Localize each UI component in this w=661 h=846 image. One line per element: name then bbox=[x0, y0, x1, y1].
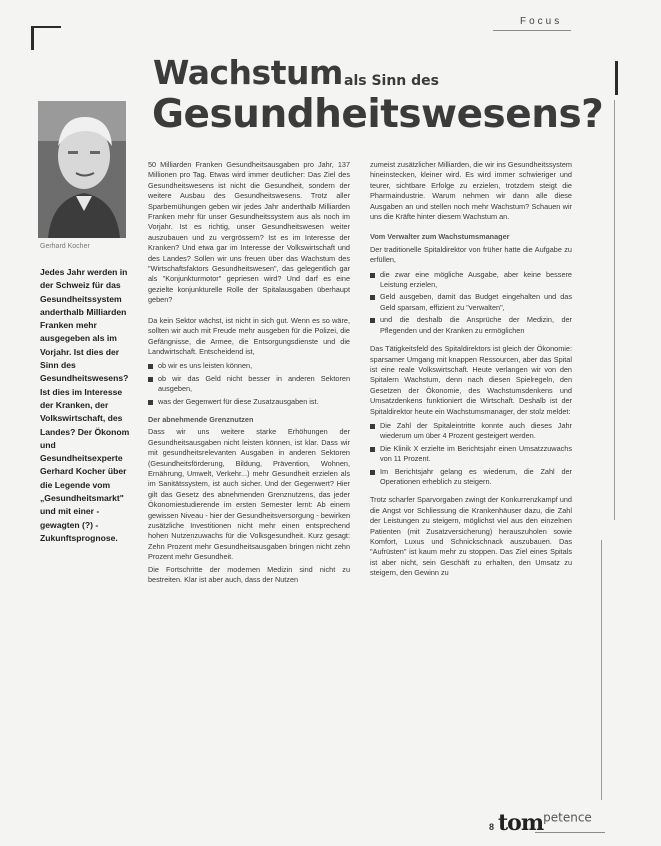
title-wachstum: Wachstum bbox=[153, 53, 343, 92]
author-photo bbox=[38, 101, 126, 238]
logo-main: tom bbox=[498, 810, 544, 836]
header-rule bbox=[493, 30, 571, 31]
col2-paragraph-2: Der traditionelle Spitaldirektor von früher hatte die Aufgabe zu erfüllen, bbox=[370, 244, 572, 265]
list-item: die zwar eine mögliche Ausgabe, aber keine bessere Leistung erzielen, bbox=[370, 270, 572, 291]
portrait-image bbox=[38, 101, 126, 238]
col1-bullet-list bbox=[148, 361, 350, 407]
list-item: ob wir das Geld nicht besser in anderen Sektoren ausgeben, bbox=[148, 374, 350, 395]
competence-logo bbox=[498, 810, 592, 836]
article-column-2 bbox=[370, 160, 572, 589]
corner-rule-top-left bbox=[31, 26, 61, 28]
list-item: Geld ausgeben, damit das Budget eingehalten und das Geld sparsam, effizient zu "verwalten", bbox=[370, 292, 572, 313]
page-number: 8 bbox=[489, 822, 495, 832]
col2-paragraph-3: Das Tätigkeitsfeld des Spitaldirektors ist gleich der Ökonomie: sparsamer Umgang mit knappen Ressourcen, aber das Spital ist eine reale Volkswirtschaft. Heute verlangen wir von den Spitalern Wachstum, denn nach diesen Spielregeln, den Gesetzen der Ökonomie, des Wachstumsdenkens und Umsatzdenkens funktioniert die Wirtschaft. Deshalb ist der Spitaldirektor heute ein Wachstumsmanager, der stolz meldet: bbox=[370, 344, 572, 416]
col2-bullet-list bbox=[370, 270, 572, 336]
list-item: Die Klinik X erzielte im Berichtsjahr einen Umsatzzuwachs von 11 Prozent. bbox=[370, 444, 572, 465]
list-item: und die deshalb die Ansprüche der Medizin, der Pflegenden und der Kranken zu ermöglichen bbox=[370, 315, 572, 336]
logo-rest: petence bbox=[543, 810, 592, 825]
section-label: Focus bbox=[520, 16, 563, 27]
col2-paragraph-1: zumeist zusätzlicher Milliarden, die wir ins Gesundheitssystem hineinstecken, kleiner wird. Es wird immer schwieriger und teurer, sichtbare Erfolge zu erzielen, trotzdem steigt die Pharmaindustrie. Warum nehmen wir dann alle diese Ausgaben an und stellen noch mehr Wachstum? Schauen wir uns die Kräfte hinter diesem Wachstum an. bbox=[370, 160, 572, 222]
right-margin-line bbox=[614, 100, 615, 520]
title-connector: als Sinn des bbox=[344, 73, 439, 89]
photo-caption: Gerhard Kocher bbox=[40, 243, 90, 250]
col1-paragraph-2: Da kein Sektor wächst, ist nicht in sich gut. Wenn es so wäre, sollten wir auch mit Freude mehr ausgeben für die Polizei, die Gefängnisse, die Armee, die Entsorgungsdienste und die Landwirtschaft. Entscheidend ist, bbox=[148, 315, 350, 356]
list-item: Die Zahl der Spitaleintritte konnte auch dieses Jahr wiederum um über 4 Prozent gesteigert werden. bbox=[370, 421, 572, 442]
col2-subheading: Vom Verwalter zum Wachstumsmanager bbox=[370, 232, 510, 242]
col2-paragraph-4: Trotz scharfer Sparvorgaben zwingt der Konkurrenzkampf und die Angst vor Schliessung die Krankenhäuser dazu, die Zahl der Leistungen zu steigern, möglichst viel aus den einzelnen Patienten (mit Zusatzversicherung) herauszuholen sowie Komfort, Luxus und Schnickschnack auszubauen. Das "Aufrüsten" ist kaum mehr zu stoppen. Das Ziel eines Spitals ist aber nicht, sein Geschäft zu erhalten, den Umsatz zu steigern, den Gewinn zu bbox=[370, 495, 572, 578]
article-column-1 bbox=[148, 160, 350, 595]
col1-paragraph-1: 50 Milliarden Franken Gesundheitsausgaben pro Jahr, 137 Millionen pro Tag. Etwas wird immer deutlicher: Das Ziel des Gesundheitswesens ist nicht die Gesundheit, sondern der weitere Ausbau des Gesundheitswesens. Trotz aller Sparbemühungen geben wir jedes Jahr anderthalb Milliarden Franken mehr für unser Gesundheitssystem aus als noch im Vorjahr. Ist es richtig, unser Gesundheitswesen weiter auszubauen und zu vergrössern? Ist es im Interesse der Kranken? Und etwa gar im Interesse der Volkswirtschaft und des Landes? Sollen wir uns freuen über das Wachstum des "Wirtschaftsfaktors Gesundheitswesen", das gelegentlich gar als "Konjunkturmotor" gepriesen wird? Und darf es eine gezielte konjunkturelle Rolle der Spitalausgaben überhaupt geben? bbox=[148, 160, 350, 305]
corner-bar-top-left bbox=[31, 27, 34, 50]
corner-bar-right bbox=[615, 61, 618, 95]
col1-paragraph-3: Dass wir uns weitere starke Erhöhungen der Gesundheitsausgaben nicht leisten können, ist klar. Dass wir mit gesundheitsrelevanten Ausgaben in anderen Sektoren (Gesundheitsförderung, Bildung, Prävention, Wohnen, Ernährung, Umwelt, Verkehr...) mehr Gesundheit erzielen als im Sanitätssystem, ist auch sicher. Und der Gegenwert? Hier gilt das Gesetz des abnehmenden Grenznutzens, das jeder Ökonomiestudierende im ersten Semester lernt: Ab einem gewissen Niveau - hier der Gesundheitsversorgung - bewirken zusätzliche Investitionen nicht mehr einen entsprechend hohen Nutzenzuwachs für die Volksgesundheit. Kurz gesagt: Zehn Prozent mehr Gesundheitsausgaben bringen nicht zehn Prozent mehr Gesundheit. bbox=[148, 427, 350, 562]
list-item: ob wir es uns leisten können, bbox=[148, 361, 350, 371]
col1-subheading: Der abnehmende Grenznutzen bbox=[148, 414, 254, 424]
list-item: Im Berichtsjahr gelang es wiederum, die Zahl der Operationen erheblich zu steigern. bbox=[370, 467, 572, 488]
col1-paragraph-4: Die Fortschritte der modernen Medizin sind nicht zu bestreiten. Klar ist aber auch, dass der Nutzen bbox=[148, 564, 350, 585]
teaser-text: Jedes Jahr werden in der Schweiz für das Gesundheitssystem anderthalb Milliarden Franken mehr ausgegeben als im Vorjahr. Ist dies der Sinn des Gesundheitswesens? Ist dies im Interesse der Kranken, der Volkswirtschaft, des Landes? Der Ökonom und Gesundheitsexperte Gerhard Kocher über die Legende vom „Gesundheitsmarkt" und mit einer - gewagten (?) - Zukunftsprognose. bbox=[40, 267, 130, 543]
title-gesundheitswesens: Gesundheitswesens? bbox=[152, 92, 604, 137]
col2-bullet-list-2 bbox=[370, 421, 572, 487]
right-margin-line-lower bbox=[601, 540, 602, 800]
list-item: was der Gegenwert für diese Zusatzausgaben ist. bbox=[148, 397, 350, 407]
